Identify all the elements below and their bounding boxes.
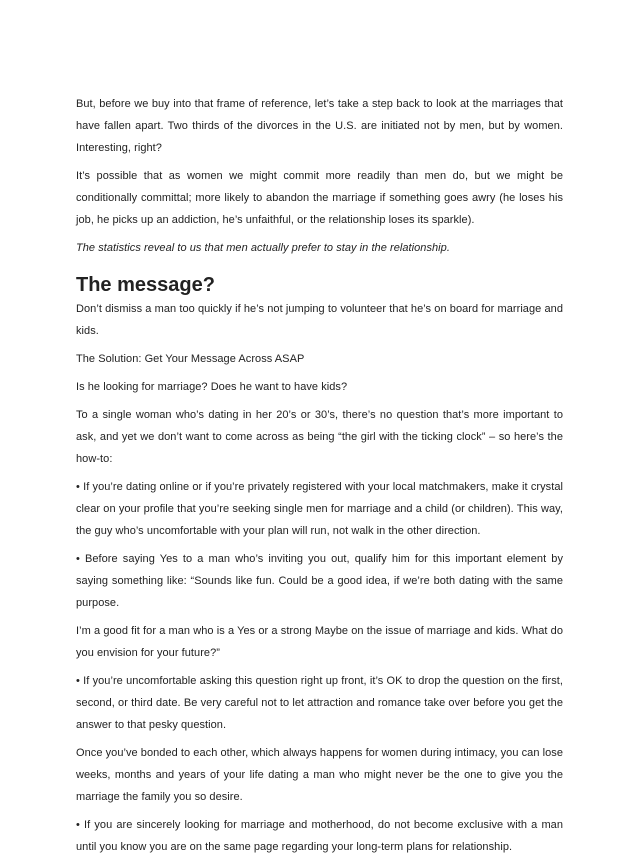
paragraph-single-woman: To a single woman who’s dating in her 20’s or 30’s, there’s no question that’s more important to ask, and yet we don’t want to come across as being “the girl with the ticking clock” – so here’s the how-to: <box>76 409 563 465</box>
paragraph-divorce-statistics: But, before we buy into that frame of reference, let’s take a step back to look at the marriages that have fallen apart. Two thirds of the divorces in the U.S. are initiated not by men, but by women. Interesting, right? <box>76 98 563 154</box>
paragraph-solution-title: The Solution: Get Your Message Across ASAP <box>76 353 305 365</box>
bullet-before-saying-yes: • Before saying Yes to a man who’s inviting you out, qualify him for this important element by saying something like: “Sounds like fun. Could be a good idea, if we’re both dating with the same purpose. <box>76 553 563 609</box>
paragraph-bonded: Once you’ve bonded to each other, which always happens for women during intimacy, you can lose weeks, months and years of your life dating a man who might never be the one to give you the marriage the family you so desire. <box>76 747 563 803</box>
paragraph-dont-dismiss: Don’t dismiss a man too quickly if he’s not jumping to volunteer that he’s on board for marriage and kids. <box>76 303 563 337</box>
paragraph-conditional-commitment: It’s possible that as women we might commit more readily than men do, but we might be conditionally committal; more likely to abandon the marriage if something goes awry (he loses his job, he picks up an addiction, he’s unfaithful, or the relationship loses its sparkle). <box>76 170 563 226</box>
paragraph-questions: Is he looking for marriage? Does he want to have kids? <box>76 381 348 393</box>
bullet-dating-online: • If you’re dating online or if you’re privately registered with your local matchmakers, make it crystal clear on your profile that you’re seeking single men for marriage and a child (or children). This way, the guy who’s uncomfortable with your plan will run, not walk in the other direction. <box>76 481 563 537</box>
bullet-uncomfortable-asking: • If you’re uncomfortable asking this question right up front, it’s OK to drop the question on the first, second, or third date. Be very careful not to let attraction and romance take over before you get the answer to that pesky question. <box>76 675 563 731</box>
paragraph-good-fit: I’m a good fit for a man who is a Yes or a strong Maybe on the issue of marriage and kids. What do you envision for your future?” <box>76 625 563 659</box>
bullet-sincerely-looking: • If you are sincerely looking for marriage and motherhood, do not become exclusive with a man until you know you are on the same page regarding your long-term plans for relationship. <box>76 819 563 853</box>
paragraph-statistics-reveal: The statistics reveal to us that men actually prefer to stay in the relationship. <box>76 242 450 254</box>
section-heading: The message? <box>76 274 215 296</box>
document-page <box>76 93 563 864</box>
